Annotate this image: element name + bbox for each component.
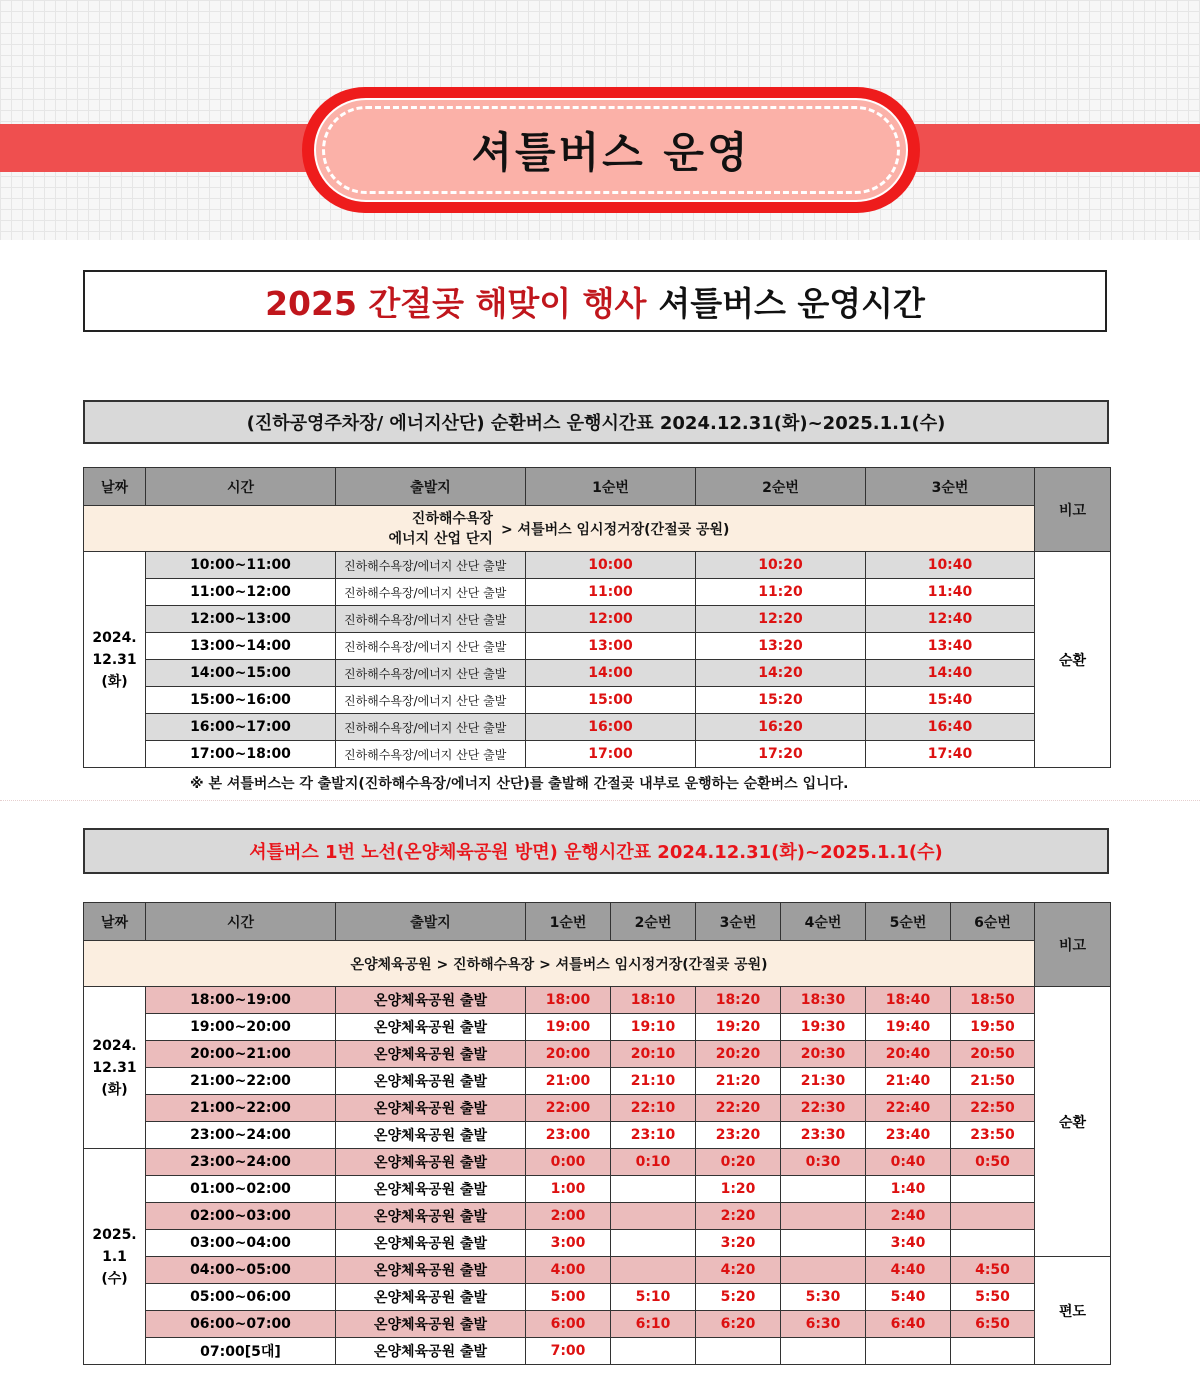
- time-cell: 05:00~06:00: [146, 1284, 336, 1311]
- time-cell: 16:00~17:00: [146, 714, 336, 741]
- origin-cell: 온양체육공원 출발: [336, 987, 526, 1014]
- table-row: [84, 606, 1111, 633]
- run-cell: 22:50: [951, 1095, 1035, 1122]
- table-row: [84, 1257, 1111, 1284]
- run-cell: 5:00: [526, 1284, 611, 1311]
- time-cell: 19:00~20:00: [146, 1014, 336, 1041]
- table-row: [84, 1068, 1111, 1095]
- route-row: 온양체육공원 > 진하해수욕장 > 셔틀버스 임시정거장(간절곶 공원): [84, 941, 1035, 987]
- origin-cell: 진하해수욕장/에너지 산단 출발: [336, 579, 526, 606]
- route-origin-2: 에너지 산업 단지: [388, 530, 493, 547]
- table-row: [84, 1095, 1111, 1122]
- header-run-1: 1순번: [526, 468, 696, 506]
- run-cell: 4:50: [951, 1257, 1035, 1284]
- run-cell: [781, 1230, 866, 1257]
- run-cell: [781, 1257, 866, 1284]
- run-cell: 14:40: [866, 660, 1035, 687]
- date-line: 2025.: [92, 1226, 137, 1243]
- date-line: 12.31: [92, 1059, 137, 1076]
- origin-cell: 온양체육공원 출발: [336, 1203, 526, 1230]
- run-cell: 5:30: [781, 1284, 866, 1311]
- run-cell: [781, 1176, 866, 1203]
- run-cell: 21:50: [951, 1068, 1035, 1095]
- section1-heading: (진하공영주차장/ 에너지산단) 순환버스 운행시간표 2024.12.31(화)~2025.1.1(수): [83, 400, 1109, 444]
- run-cell: 21:10: [611, 1068, 696, 1095]
- origin-cell: 온양체육공원 출발: [336, 1257, 526, 1284]
- origin-cell: 온양체육공원 출발: [336, 1041, 526, 1068]
- run-cell: 18:50: [951, 987, 1035, 1014]
- divider: [0, 800, 1200, 801]
- run-cell: 21:30: [781, 1068, 866, 1095]
- origin-cell: 진하해수욕장/에너지 산단 출발: [336, 660, 526, 687]
- origin-cell: 온양체육공원 출발: [336, 1149, 526, 1176]
- run-cell: 20:40: [866, 1041, 951, 1068]
- table-row: [84, 660, 1111, 687]
- run-cell: 10:00: [526, 552, 696, 579]
- run-cell: 6:00: [526, 1311, 611, 1338]
- run-cell: [611, 1257, 696, 1284]
- time-cell: 02:00~03:00: [146, 1203, 336, 1230]
- run-cell: 14:20: [696, 660, 866, 687]
- note-cell: 순환: [1035, 552, 1111, 768]
- run-cell: 16:00: [526, 714, 696, 741]
- time-cell: 14:00~15:00: [146, 660, 336, 687]
- run-cell: 5:10: [611, 1284, 696, 1311]
- time-cell: 20:00~21:00: [146, 1041, 336, 1068]
- run-cell: [781, 1338, 866, 1365]
- table-row: [84, 1203, 1111, 1230]
- header-run-6: 6순번: [951, 903, 1035, 941]
- page-title-black: 셔틀버스 운영시간: [658, 283, 925, 323]
- run-cell: 22:40: [866, 1095, 951, 1122]
- header-time: 시간: [146, 468, 336, 506]
- date-line: (화): [101, 673, 128, 690]
- run-cell: 4:20: [696, 1257, 781, 1284]
- time-cell: 03:00~04:00: [146, 1230, 336, 1257]
- header-run-5: 5순번: [866, 903, 951, 941]
- table-row: [84, 687, 1111, 714]
- origin-cell: 온양체육공원 출발: [336, 1338, 526, 1365]
- run-cell: 19:40: [866, 1014, 951, 1041]
- header-date: 날짜: [84, 903, 146, 941]
- table-row: [84, 1176, 1111, 1203]
- run-cell: 19:50: [951, 1014, 1035, 1041]
- run-cell: 0:50: [951, 1149, 1035, 1176]
- run-cell: 6:40: [866, 1311, 951, 1338]
- banner-pill: [302, 87, 920, 213]
- run-cell: 23:20: [696, 1122, 781, 1149]
- run-cell: 13:40: [866, 633, 1035, 660]
- header-run-4: 4순번: [781, 903, 866, 941]
- header-origin: 출발지: [336, 903, 526, 941]
- date-cell: [84, 1149, 146, 1365]
- run-cell: 2:40: [866, 1203, 951, 1230]
- run-cell: 0:40: [866, 1149, 951, 1176]
- time-cell: 23:00~24:00: [146, 1149, 336, 1176]
- date-cell: [84, 987, 146, 1149]
- note-cell: 순환: [1035, 987, 1111, 1257]
- run-cell: [866, 1338, 951, 1365]
- run-cell: 0:00: [526, 1149, 611, 1176]
- banner-title: 셔틀버스 운영: [471, 128, 751, 177]
- page-title: [83, 270, 1107, 332]
- run-cell: 23:10: [611, 1122, 696, 1149]
- time-cell: 23:00~24:00: [146, 1122, 336, 1149]
- run-cell: 17:40: [866, 741, 1035, 768]
- origin-cell: 온양체육공원 출발: [336, 1230, 526, 1257]
- origin-cell: 진하해수욕장/에너지 산단 출발: [336, 606, 526, 633]
- header-time: 시간: [146, 903, 336, 941]
- origin-cell: 진하해수욕장/에너지 산단 출발: [336, 552, 526, 579]
- time-cell: 17:00~18:00: [146, 741, 336, 768]
- run-cell: [611, 1338, 696, 1365]
- run-cell: 22:10: [611, 1095, 696, 1122]
- origin-cell: 온양체육공원 출발: [336, 1014, 526, 1041]
- run-cell: [781, 1203, 866, 1230]
- table-row: [84, 579, 1111, 606]
- run-cell: 16:40: [866, 714, 1035, 741]
- run-cell: 4:40: [866, 1257, 951, 1284]
- date-line: (수): [101, 1270, 128, 1287]
- origin-cell: 온양체육공원 출발: [336, 1095, 526, 1122]
- run-cell: [611, 1203, 696, 1230]
- route-origin-1: 진하해수욕장: [411, 510, 493, 527]
- time-cell: 15:00~16:00: [146, 687, 336, 714]
- run-cell: 20:50: [951, 1041, 1035, 1068]
- date-line: 1.1: [102, 1248, 127, 1265]
- time-cell: 10:00~11:00: [146, 552, 336, 579]
- origin-cell: 진하해수욕장/에너지 산단 출발: [336, 633, 526, 660]
- run-cell: 23:00: [526, 1122, 611, 1149]
- time-cell: 21:00~22:00: [146, 1095, 336, 1122]
- run-cell: 16:20: [696, 714, 866, 741]
- run-cell: 6:50: [951, 1311, 1035, 1338]
- time-cell: 18:00~19:00: [146, 987, 336, 1014]
- table-row: [84, 1041, 1111, 1068]
- run-cell: 12:40: [866, 606, 1035, 633]
- run-cell: 22:30: [781, 1095, 866, 1122]
- date-line: 2024.: [92, 629, 137, 646]
- run-cell: 6:10: [611, 1311, 696, 1338]
- table-row: [84, 1338, 1111, 1365]
- run-cell: 0:20: [696, 1149, 781, 1176]
- time-cell: 21:00~22:00: [146, 1068, 336, 1095]
- run-cell: 3:20: [696, 1230, 781, 1257]
- run-cell: 7:00: [526, 1338, 611, 1365]
- time-cell: 13:00~14:00: [146, 633, 336, 660]
- origin-cell: 온양체육공원 출발: [336, 1068, 526, 1095]
- table-row: [84, 1284, 1111, 1311]
- route-row: [84, 506, 1035, 552]
- table-row: [84, 741, 1111, 768]
- run-cell: 19:20: [696, 1014, 781, 1041]
- run-cell: 13:20: [696, 633, 866, 660]
- run-cell: 20:10: [611, 1041, 696, 1068]
- run-cell: 10:40: [866, 552, 1035, 579]
- run-cell: 23:50: [951, 1122, 1035, 1149]
- run-cell: 11:00: [526, 579, 696, 606]
- run-cell: 19:30: [781, 1014, 866, 1041]
- table-row: [84, 1230, 1111, 1257]
- time-cell: 04:00~05:00: [146, 1257, 336, 1284]
- date-line: 2024.: [92, 1037, 137, 1054]
- run-cell: 12:20: [696, 606, 866, 633]
- time-cell: 06:00~07:00: [146, 1311, 336, 1338]
- section2-heading: 셔틀버스 1번 노선(온양체육공원 방면) 운행시간표 2024.12.31(화)~2025.1.1(수): [83, 828, 1109, 874]
- run-cell: 3:40: [866, 1230, 951, 1257]
- table-row: [84, 1122, 1111, 1149]
- table-row: [84, 552, 1111, 579]
- run-cell: 19:00: [526, 1014, 611, 1041]
- run-cell: 18:20: [696, 987, 781, 1014]
- route-destination: > 셔틀버스 임시정거장(간절곶 공원): [500, 521, 730, 538]
- run-cell: 21:00: [526, 1068, 611, 1095]
- run-cell: [951, 1230, 1035, 1257]
- run-cell: 20:30: [781, 1041, 866, 1068]
- run-cell: 11:20: [696, 579, 866, 606]
- header-date: 날짜: [84, 468, 146, 506]
- run-cell: 18:10: [611, 987, 696, 1014]
- run-cell: 4:00: [526, 1257, 611, 1284]
- origin-cell: 진하해수욕장/에너지 산단 출발: [336, 714, 526, 741]
- footnote: ※ 본 셔틀버스는 각 출발지(진하해수욕장/에너지 산단)를 출발해 간절곶 내부로 운행하는 순환버스 입니다.: [190, 776, 849, 792]
- origin-cell: 온양체육공원 출발: [336, 1122, 526, 1149]
- table-row: [84, 1311, 1111, 1338]
- run-cell: [611, 1176, 696, 1203]
- section1-table: [83, 467, 1111, 768]
- run-cell: 2:00: [526, 1203, 611, 1230]
- run-cell: 6:20: [696, 1311, 781, 1338]
- time-cell: 07:00[5대]: [146, 1338, 336, 1365]
- run-cell: 10:20: [696, 552, 866, 579]
- section2-table: [83, 902, 1111, 1365]
- run-cell: 2:20: [696, 1203, 781, 1230]
- table-row: [84, 714, 1111, 741]
- run-cell: 14:00: [526, 660, 696, 687]
- page-title-red: 2025 간절곶 해맞이 행사: [265, 283, 647, 323]
- header-run-3: 3순번: [696, 903, 781, 941]
- time-cell: 11:00~12:00: [146, 579, 336, 606]
- run-cell: 18:40: [866, 987, 951, 1014]
- run-cell: 18:00: [526, 987, 611, 1014]
- run-cell: 15:40: [866, 687, 1035, 714]
- run-cell: 23:30: [781, 1122, 866, 1149]
- run-cell: 13:00: [526, 633, 696, 660]
- run-cell: [951, 1176, 1035, 1203]
- origin-cell: 진하해수욕장/에너지 산단 출발: [336, 687, 526, 714]
- table-row: [84, 987, 1111, 1014]
- run-cell: 21:40: [866, 1068, 951, 1095]
- run-cell: [951, 1203, 1035, 1230]
- run-cell: 11:40: [866, 579, 1035, 606]
- date-cell: [84, 552, 146, 768]
- origin-cell: 온양체육공원 출발: [336, 1176, 526, 1203]
- run-cell: 17:00: [526, 741, 696, 768]
- date-line: 12.31: [92, 651, 137, 668]
- run-cell: 19:10: [611, 1014, 696, 1041]
- header-origin: 출발지: [336, 468, 526, 506]
- run-cell: 20:00: [526, 1041, 611, 1068]
- run-cell: 22:20: [696, 1095, 781, 1122]
- date-line: (화): [101, 1081, 128, 1098]
- note-cell: 편도: [1035, 1257, 1111, 1365]
- header-run-2: 2순번: [696, 468, 866, 506]
- run-cell: 1:40: [866, 1176, 951, 1203]
- run-cell: 1:20: [696, 1176, 781, 1203]
- time-cell: 01:00~02:00: [146, 1176, 336, 1203]
- time-cell: 12:00~13:00: [146, 606, 336, 633]
- header-run-3: 3순번: [866, 468, 1035, 506]
- run-cell: [951, 1338, 1035, 1365]
- table-row: [84, 1014, 1111, 1041]
- run-cell: 6:30: [781, 1311, 866, 1338]
- run-cell: 5:50: [951, 1284, 1035, 1311]
- run-cell: [696, 1338, 781, 1365]
- run-cell: 5:20: [696, 1284, 781, 1311]
- run-cell: 1:00: [526, 1176, 611, 1203]
- origin-cell: 온양체육공원 출발: [336, 1311, 526, 1338]
- run-cell: 15:00: [526, 687, 696, 714]
- origin-cell: 온양체육공원 출발: [336, 1284, 526, 1311]
- run-cell: [611, 1230, 696, 1257]
- header-note: 비고: [1035, 903, 1111, 987]
- run-cell: 20:20: [696, 1041, 781, 1068]
- table-row: [84, 1149, 1111, 1176]
- run-cell: 23:40: [866, 1122, 951, 1149]
- table-row: [84, 633, 1111, 660]
- header-note: 비고: [1035, 468, 1111, 552]
- run-cell: 0:30: [781, 1149, 866, 1176]
- run-cell: 5:40: [866, 1284, 951, 1311]
- run-cell: 21:20: [696, 1068, 781, 1095]
- run-cell: 12:00: [526, 606, 696, 633]
- header-run-1: 1순번: [526, 903, 611, 941]
- run-cell: 17:20: [696, 741, 866, 768]
- run-cell: 15:20: [696, 687, 866, 714]
- run-cell: 0:10: [611, 1149, 696, 1176]
- run-cell: 22:00: [526, 1095, 611, 1122]
- run-cell: 3:00: [526, 1230, 611, 1257]
- origin-cell: 진하해수욕장/에너지 산단 출발: [336, 741, 526, 768]
- run-cell: 18:30: [781, 987, 866, 1014]
- header-run-2: 2순번: [611, 903, 696, 941]
